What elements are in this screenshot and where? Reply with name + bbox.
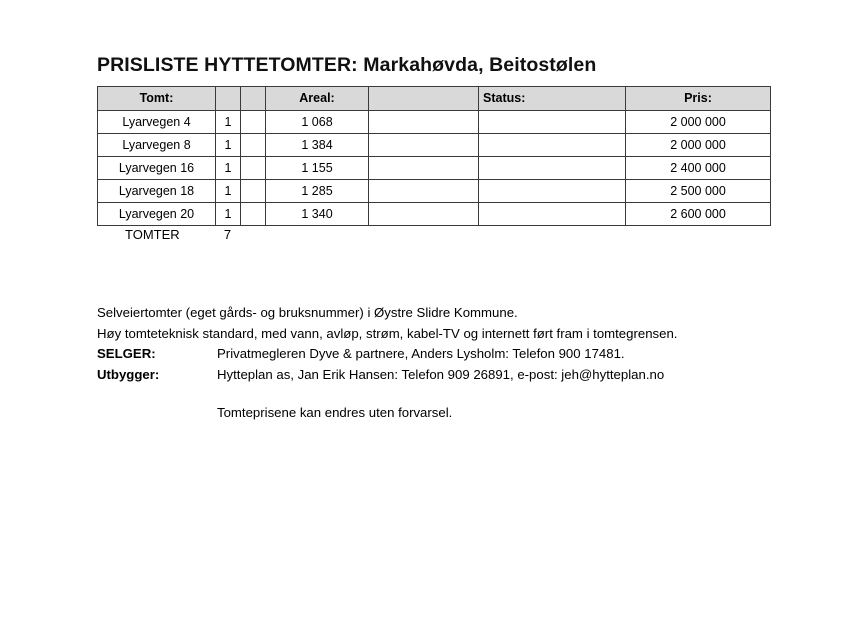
cell-narrow [241,180,266,203]
cell-blank [369,180,479,203]
cell-areal: 1 155 [266,157,369,180]
cell-narrow [241,134,266,157]
column-header-tomt: Tomt: [98,87,216,111]
cell-pris: 2 600 000 [626,203,771,226]
price-table [97,86,771,226]
cell-areal: 1 285 [266,180,369,203]
cell-status [479,203,626,226]
table-row [98,111,771,134]
cell-quantity: 1 [216,180,241,203]
cell-blank [369,203,479,226]
cell-areal: 1 068 [266,111,369,134]
developer-label: Utbygger: [97,366,160,382]
page-title: PRISLISTE HYTTETOMTER: Markahøvda, Beitostølen [97,54,597,76]
column-header-narrow [241,87,266,111]
cell-pris: 2 000 000 [626,111,771,134]
cell-tomt: Lyarvegen 8 [98,134,216,157]
cell-tomt: Lyarvegen 18 [98,180,216,203]
cell-tomt: Lyarvegen 20 [98,203,216,226]
summary-count: 7 [223,227,232,242]
table-row [98,203,771,226]
cell-pris: 2 000 000 [626,134,771,157]
cell-status [479,134,626,157]
cell-status [479,180,626,203]
info-line-infrastructure: Høy tomteteknisk standard, med vann, avløp, strøm, kabel-TV og internett ført fram i tomtegrensen. [97,325,678,341]
cell-blank [369,111,479,134]
developer-value: Hytteplan as, Jan Erik Hansen: Telefon 909 26891, e-post: jeh@hytteplan.no [217,366,665,382]
table-body [98,111,771,226]
cell-areal: 1 340 [266,203,369,226]
seller-label: SELGER: [97,346,156,361]
developer-row [97,365,797,386]
column-header-status: Status: [479,87,626,111]
table-header-row [98,87,771,111]
cell-areal: 1 384 [266,134,369,157]
table-row [98,134,771,157]
cell-blank [369,157,479,180]
column-header-blank [369,87,479,111]
cell-blank [369,134,479,157]
seller-row [97,344,797,365]
cell-narrow [241,111,266,134]
summary-row [97,227,770,247]
table-header [98,87,771,111]
cell-quantity: 1 [216,134,241,157]
cell-status [479,111,626,134]
cell-narrow [241,203,266,226]
info-line-ownership: Selveiertomter (eget gårds- og bruksnummer) i Øystre Slidre Kommune. [97,305,518,320]
seller-value: Privatmegleren Dyve & partnere, Anders Lysholm: Telefon 900 17481. [217,346,625,361]
column-header-pris: Pris: [626,87,771,111]
cell-tomt: Lyarvegen 4 [98,111,216,134]
table-row [98,157,771,180]
footnote-price-disclaimer: Tomteprisene kan endres uten forvarsel. [217,405,453,420]
cell-tomt: Lyarvegen 16 [98,157,216,180]
cell-quantity: 1 [216,111,241,134]
table-row [98,180,771,203]
cell-quantity: 1 [216,157,241,180]
cell-pris: 2 500 000 [626,180,771,203]
cell-pris: 2 400 000 [626,157,771,180]
column-header-areal: Areal: [266,87,369,111]
cell-status [479,157,626,180]
summary-label: TOMTER [125,227,180,242]
info-block [97,303,797,385]
cell-narrow [241,157,266,180]
column-header-quantity [216,87,241,111]
cell-quantity: 1 [216,203,241,226]
